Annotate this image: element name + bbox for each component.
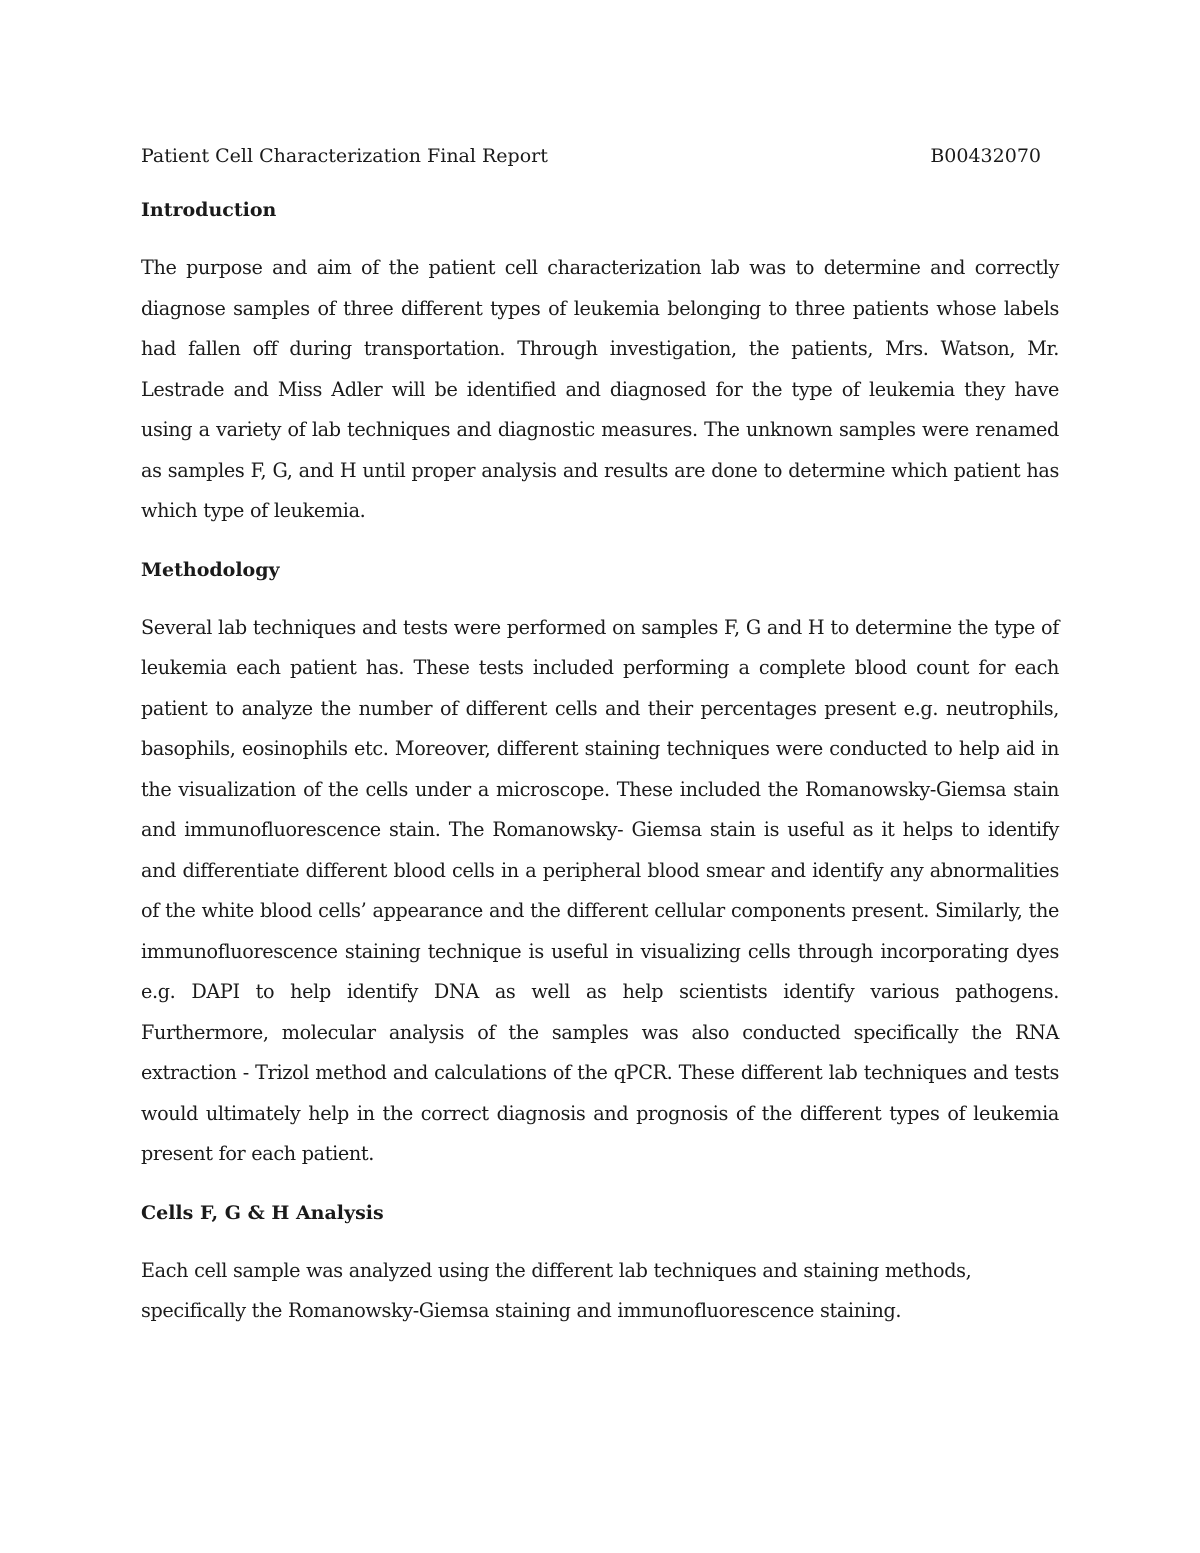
section-heading-analysis: Cells F, G & H Analysis	[141, 1201, 384, 1224]
section-heading-introduction: Introduction	[141, 199, 277, 221]
student-id: B00432070	[930, 145, 1041, 167]
section-heading-methodology: Methodology	[141, 558, 280, 581]
document-header	[141, 140, 1041, 172]
document-page	[141, 140, 1059, 1332]
section-body-introduction: The purpose and aim of the patient cell characterization lab was to determine and correctly diagnose samples of three different types of leukemia belonging to three patients whose labels had fallen off during transportation. Through investigation, the patients, Mrs. Watson, Mr. Lestrade and Miss Adler will be identified and diagnosed for the type of leukemia they have using a variety of lab techniques and diagnostic measures. The unknown samples were renamed as samples F, G, and H until proper analysis and results are done to determine which patient has which type of leukemia.	[141, 256, 1059, 522]
section-body-methodology: Several lab techniques and tests were performed on samples F, G and H to determine the type of leukemia each patient has. These tests included performing a complete blood count for each patient to analyze the number of different cells and their percentages present e.g. neutrophils, basophils, eosinophils etc. Moreover, different staining techniques were conducted to help aid in the visualization of the cells under a microscope. These included the Romanowsky-Giemsa stain and immunofluorescence stain. The Romanowsky- Giemsa stain is useful as it helps to identify and differentiate different blood cells in a peripheral blood smear and identify any abnormalities of the white blood cells’ appearance and the different cellular components present. Similarly, the immunofluorescence staining technique is useful in visualizing cells through incorporating dyes e.g. DAPI to help identify DNA as well as help scientists identify various pathogens. Furthermore, molecular analysis of the samples was also conducted specifically the RNA extraction - Trizol method and calculations of the qPCR. These different lab techniques and tests would ultimately help in the correct diagnosis and prognosis of the different types of leukemia present for each patient.	[141, 615, 1059, 1165]
report-title: Patient Cell Characterization Final Report	[141, 145, 548, 167]
section-body-analysis: Each cell sample was analyzed using the different lab techniques and staining methods, specifically the Romanowsky-Giemsa staining and immunofluorescence staining.	[141, 1258, 972, 1322]
